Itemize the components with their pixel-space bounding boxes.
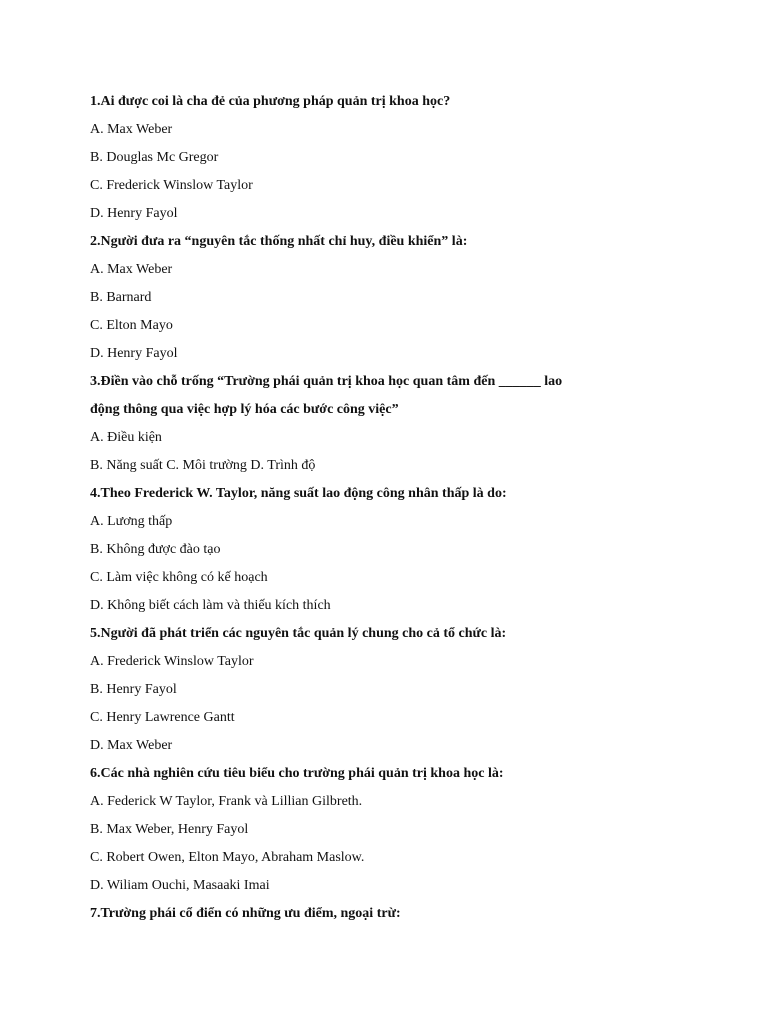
q4-option-b: B. Không được đào tạo <box>90 542 221 557</box>
q4-option-d: D. Không biết cách làm và thiếu kích thích <box>90 598 331 613</box>
q6-option-c: C. Robert Owen, Elton Mayo, Abraham Maslow. <box>90 850 365 865</box>
q6-option-a: A. Federick W Taylor, Frank và Lillian Gilbreth. <box>90 794 363 809</box>
q4-option-a: A. Lương thấp <box>90 514 173 529</box>
q5-option-a: A. Frederick Winslow Taylor <box>90 654 254 669</box>
q2-option-b: B. Barnard <box>90 290 152 305</box>
q2-option-a: A. Max Weber <box>90 262 173 277</box>
q4-option-c: C. Làm việc không có kế hoạch <box>90 570 268 585</box>
q6-option-d: D. Wiliam Ouchi, Masaaki Imai <box>90 878 270 893</box>
document-page <box>90 88 730 928</box>
q3-option-a: A. Điều kiện <box>90 430 162 445</box>
q6-option-b: B. Max Weber, Henry Fayol <box>90 822 249 837</box>
question-3-line-2: động thông qua việc hợp lý hóa các bước công việc” <box>90 402 399 417</box>
question-1: 1.Ai được coi là cha đẻ của phương pháp quản trị khoa học? <box>90 94 451 109</box>
question-4: 4.Theo Frederick W. Taylor, năng suất lao động công nhân thấp là do: <box>90 486 507 501</box>
q1-option-a: A. Max Weber <box>90 122 173 137</box>
question-3-line-1: 3.Điền vào chỗ trống “Trường phái quản trị khoa học quan tâm đến ______ lao <box>90 374 563 389</box>
question-2: 2.Người đưa ra “nguyên tắc thống nhất chỉ huy, điều khiển” là: <box>90 234 468 249</box>
q5-option-c: C. Henry Lawrence Gantt <box>90 710 235 725</box>
q1-option-b: B. Douglas Mc Gregor <box>90 150 219 165</box>
question-6: 6.Các nhà nghiên cứu tiêu biểu cho trường phái quản trị khoa học là: <box>90 766 504 781</box>
question-7: 7.Trường phái cổ điển có những ưu điểm, ngoại trừ: <box>90 906 401 921</box>
q2-option-c: C. Elton Mayo <box>90 318 173 333</box>
q5-option-b: B. Henry Fayol <box>90 682 177 697</box>
q5-option-d: D. Max Weber <box>90 738 173 753</box>
q1-option-c: C. Frederick Winslow Taylor <box>90 178 253 193</box>
question-5: 5.Người đã phát triển các nguyên tắc quản lý chung cho cả tổ chức là: <box>90 626 507 641</box>
q2-option-d: D. Henry Fayol <box>90 346 178 361</box>
q3-option-bcd: B. Năng suất C. Môi trường D. Trình độ <box>90 458 316 473</box>
q1-option-d: D. Henry Fayol <box>90 206 178 221</box>
